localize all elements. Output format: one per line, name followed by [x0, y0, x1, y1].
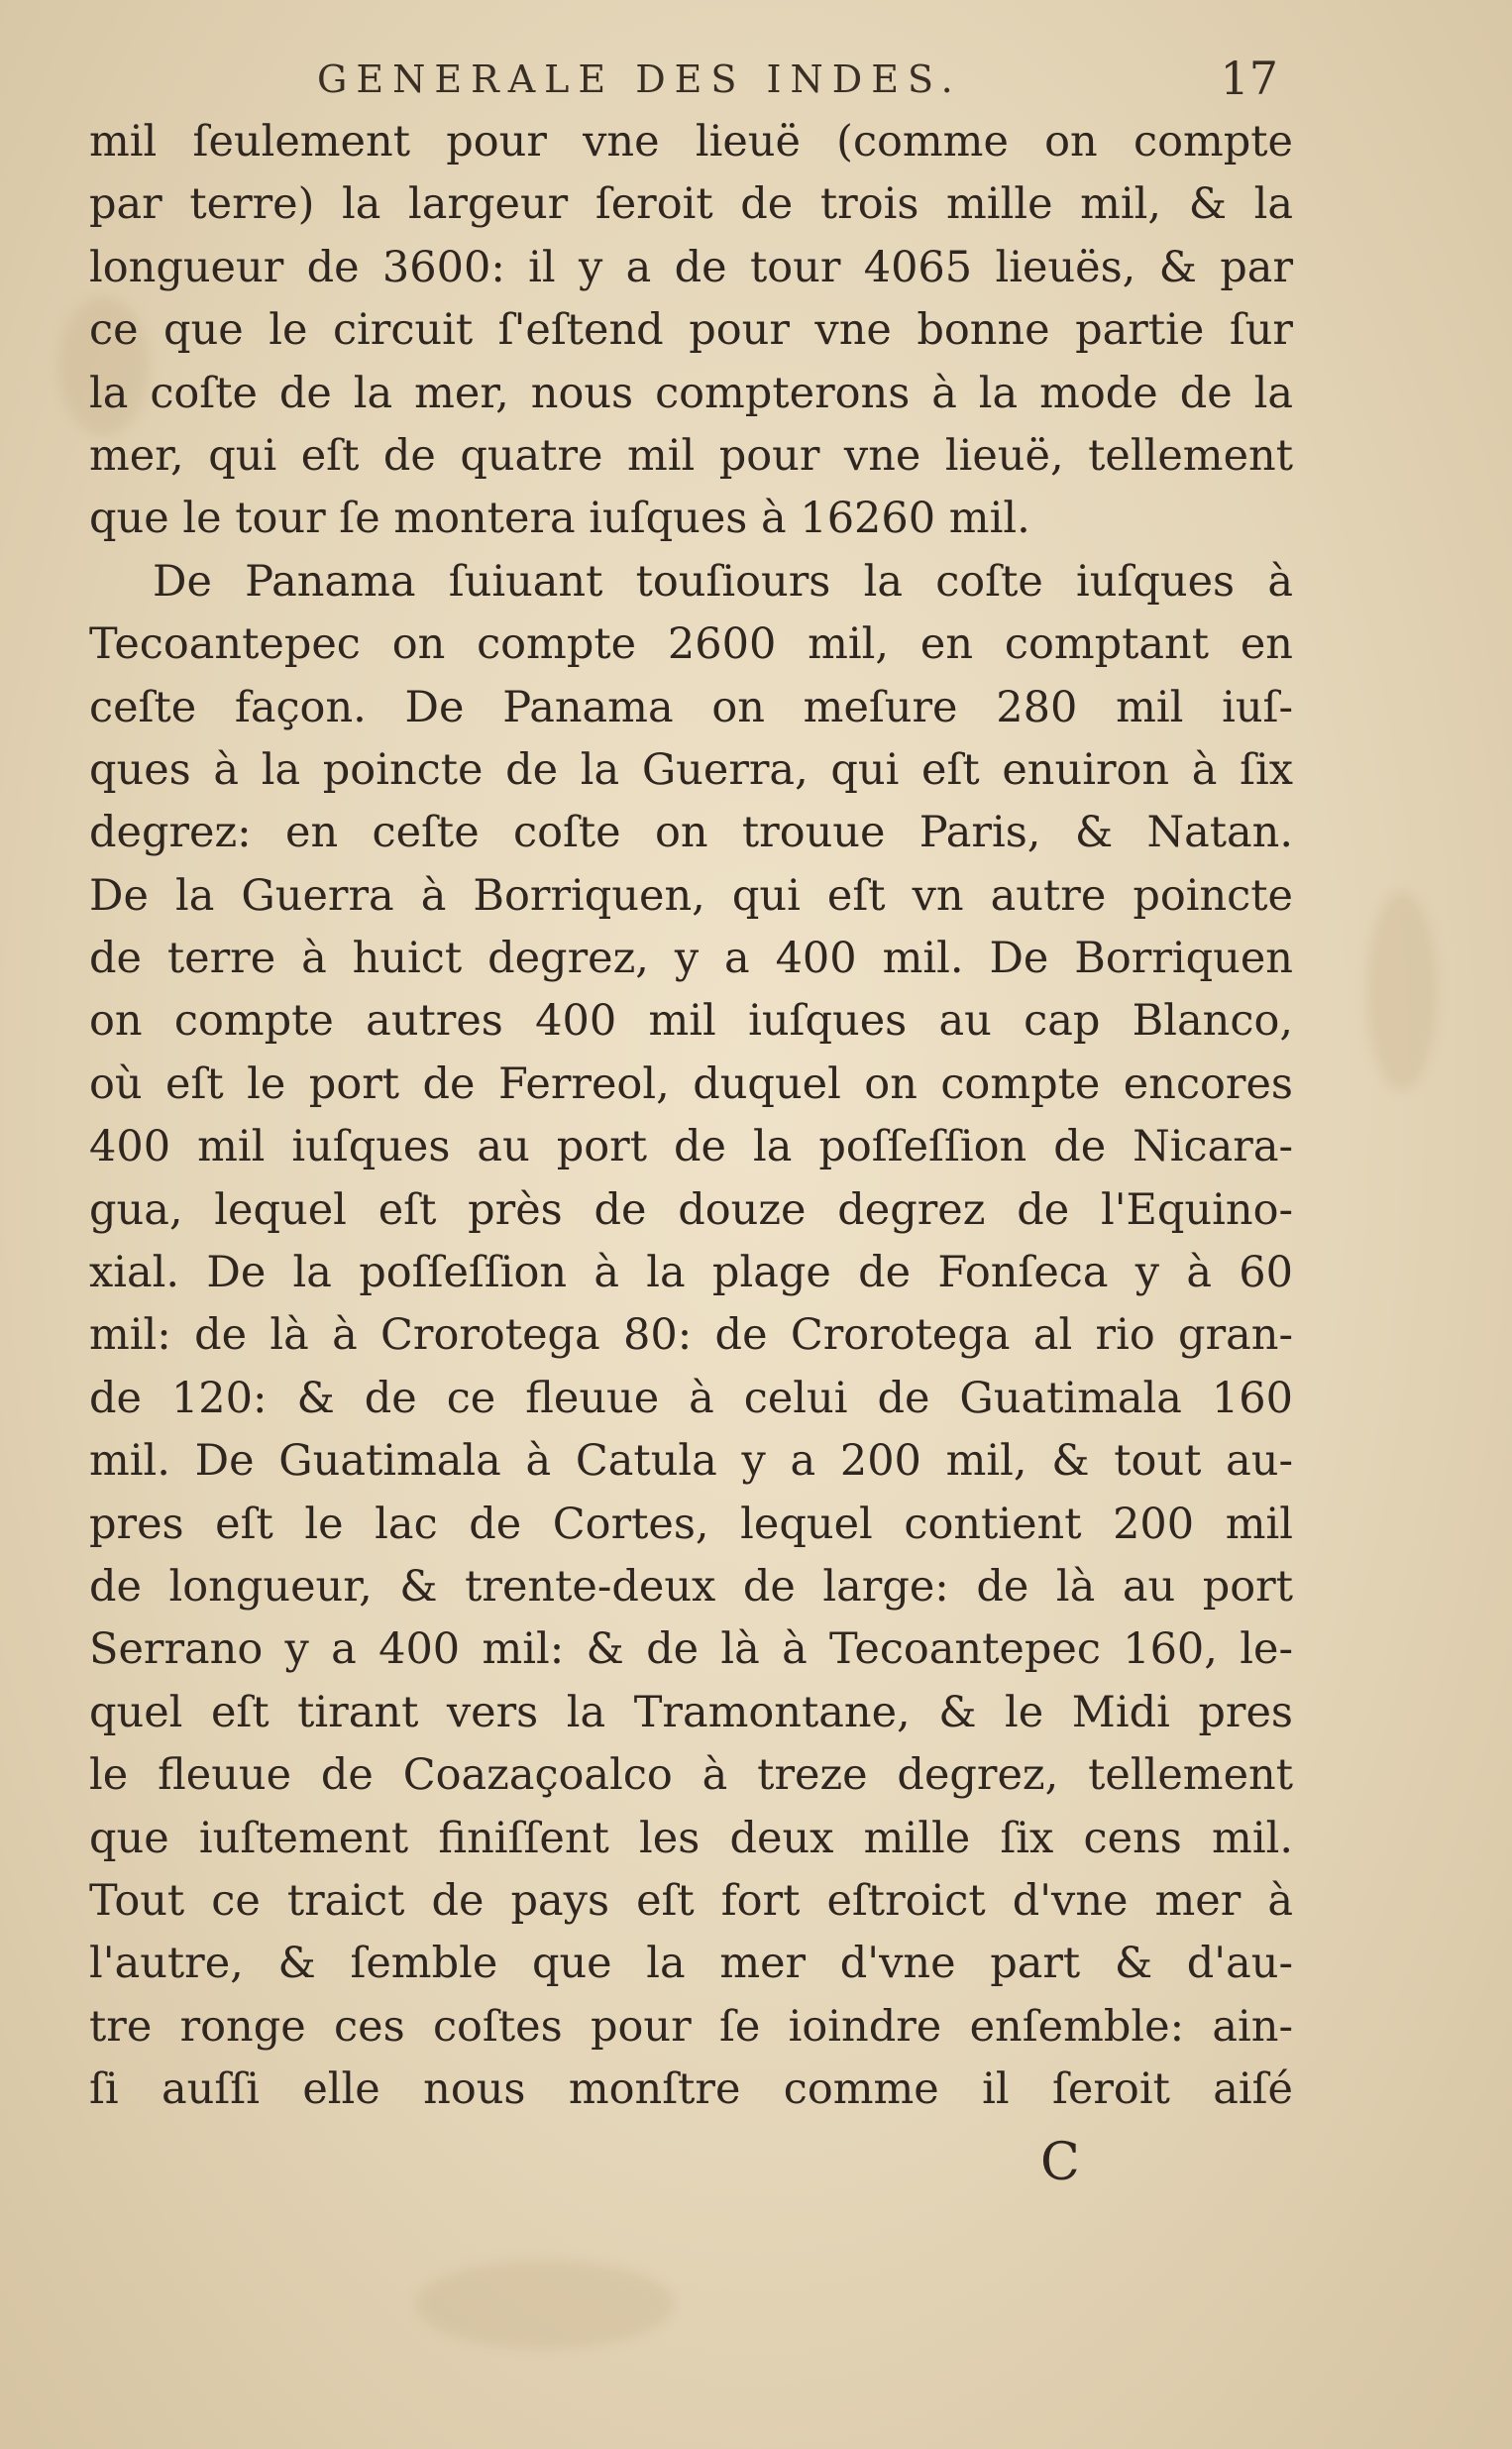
- text-line: De la Guerra à Borriquen, qui eſt vn autre poincte: [89, 870, 1293, 921]
- paper-stain: [1367, 892, 1437, 1090]
- text-line: ceſte façon. De Panama on meſure 280 mil iuſ-: [89, 682, 1293, 732]
- text-line: De Panama ſuiuant touſiours la coſte iuſques à: [153, 556, 1293, 607]
- text-line: de longueur, & trente-deux de large: de là au port: [89, 1561, 1293, 1612]
- text-line: mer, qui eſt de quatre mil pour vne lieuë, tellement: [89, 430, 1293, 481]
- text-line: longueur de 3600: il y a de tour 4065 lieuës, & par: [89, 242, 1293, 292]
- text-line: ques à la poincte de la Guerra, qui eſt enuiron à ſix: [89, 744, 1293, 795]
- text-line: de terre à huict degrez, y a 400 mil. De Borriquen: [89, 934, 1293, 984]
- text-line: par terre) la largeur ſeroit de trois mille mil, & la: [89, 179, 1293, 230]
- text-line: ſi auſſi elle nous monſtre comme il ſeroit aiſé: [89, 2064, 1293, 2115]
- text-line: la coſte de la mer, nous compterons à la mode de la: [89, 368, 1293, 418]
- text-line: mil: de là à Crorotega 80: de Crorotega al rio gran-: [89, 1310, 1293, 1361]
- text-line: degrez: en ceſte coſte on trouue Paris, & Natan.: [89, 808, 1293, 858]
- signature-mark: C: [1040, 2133, 1080, 2192]
- text-line: que iuſtement finiſſent les deux mille ſix cens mil.: [89, 1813, 1293, 1863]
- running-head: GENERALE DES INDES.: [317, 57, 962, 101]
- text-line: Tecoantepec on compte 2600 mil, en comptant en: [89, 619, 1293, 670]
- page-number: 17: [1220, 52, 1278, 105]
- text-line: de 120: & de ce fleuue à celui de Guatimala 160: [89, 1373, 1293, 1423]
- text-line: Tout ce traict de pays eſt fort eſtroict d'vne mer à: [89, 1875, 1293, 1926]
- text-line: le fleuue de Coazaçoalco à treze degrez, tellement: [89, 1750, 1293, 1801]
- text-line: où eſt le port de Ferreol, duquel on compte encores: [89, 1058, 1293, 1109]
- text-line: ce que le circuit ſ'eſtend pour vne bonne partie ſur: [89, 305, 1293, 356]
- text-line: que le tour ſe montera iuſques à 16260 mil.: [89, 494, 1030, 544]
- text-line: l'autre, & ſemble que la mer d'vne part & d'au-: [89, 1939, 1293, 1989]
- body-text: [89, 111, 1293, 2122]
- text-line: tre ronge ces coſtes pour ſe ioindre enſemble: ain-: [89, 2001, 1293, 2052]
- paper-stain: [416, 2260, 674, 2349]
- page-header: [317, 52, 1308, 111]
- text-line: mil. De Guatimala à Catula y a 200 mil, & tout au-: [89, 1436, 1293, 1487]
- text-line: Serrano y a 400 mil: & de là à Tecoantepec 160, le-: [89, 1624, 1293, 1675]
- text-line: pres eſt le lac de Cortes, lequel contient 200 mil: [89, 1499, 1293, 1549]
- text-line: mil ſeulement pour vne lieuë (comme on compte: [89, 117, 1293, 167]
- text-line: gua, lequel eſt près de douze degrez de l'Equino-: [89, 1184, 1293, 1235]
- text-line: quel eſt tirant vers la Tramontane, & le Midi pres: [89, 1687, 1293, 1737]
- text-line: xial. De la poſſeſſion à la plage de Fonſeca y à 60: [89, 1248, 1293, 1298]
- text-line: 400 mil iuſques au port de la poſſeſſion de Nicara-: [89, 1122, 1293, 1172]
- text-line: on compte autres 400 mil iuſques au cap Blanco,: [89, 996, 1293, 1047]
